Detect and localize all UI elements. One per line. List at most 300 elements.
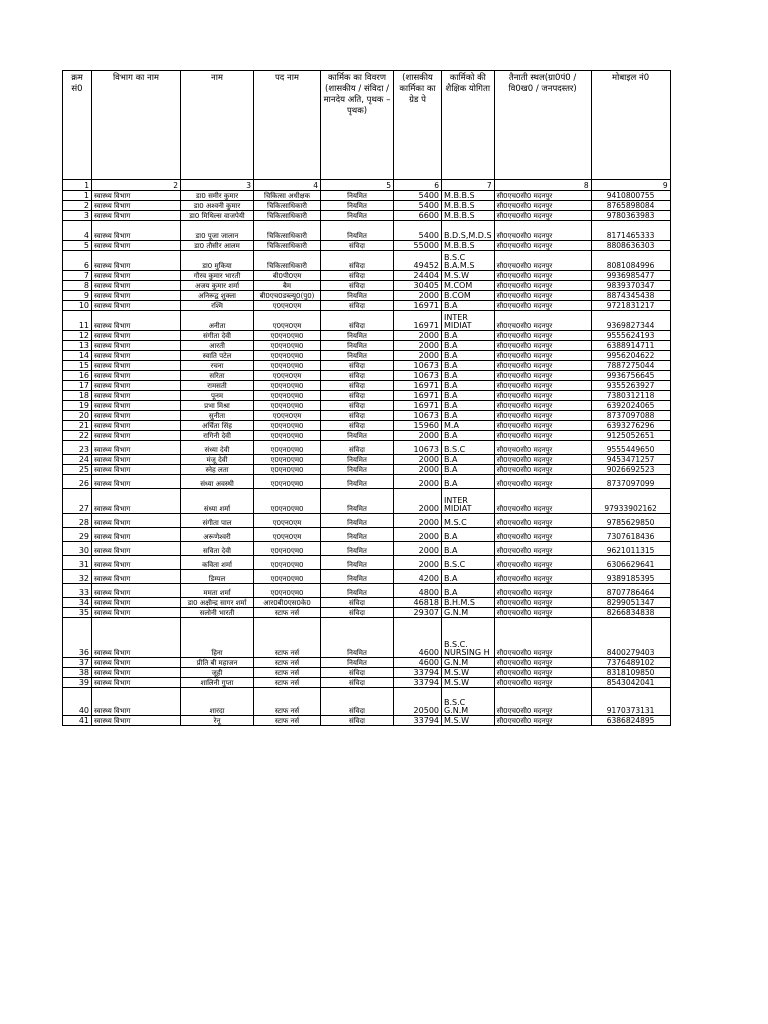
- column-number: 9: [591, 180, 670, 191]
- grade-pay-cell: 6600: [394, 211, 442, 221]
- employee-type-cell: संविदा: [321, 311, 394, 331]
- name-cell: जूही: [181, 668, 254, 678]
- posting-place-cell: सी0एच0सी0 मदनपुर: [494, 421, 591, 431]
- department-cell: स्वास्थ्य विभाग: [92, 618, 181, 658]
- posting-place-cell: सी0एच0सी0 मदनपुर: [494, 556, 591, 570]
- header-department: विभाग का नाम: [92, 71, 181, 180]
- serial-no-cell: 37: [63, 658, 92, 668]
- mobile-cell: 9780363983: [591, 211, 670, 221]
- post-cell: ए0एन0एम0: [254, 361, 321, 371]
- post-cell: ए0एन0एम: [254, 301, 321, 311]
- serial-no-cell: 27: [63, 489, 92, 514]
- name-cell: शारदा: [181, 688, 254, 716]
- name-cell: हिना: [181, 618, 254, 658]
- department-cell: स्वास्थ्य विभाग: [92, 311, 181, 331]
- mobile-cell: 8266834838: [591, 608, 670, 618]
- post-cell: ए0एन0एम0: [254, 441, 321, 455]
- mobile-cell: 97933902162: [591, 489, 670, 514]
- table-row: [63, 528, 671, 542]
- posting-place-cell: सी0एच0सी0 मदनपुर: [494, 570, 591, 584]
- qualification-cell: B.A: [442, 391, 495, 401]
- grade-pay-cell: 16971: [394, 381, 442, 391]
- column-number: 3: [181, 180, 254, 191]
- qualification-cell: M.B.B.S: [442, 201, 495, 211]
- employee-type-cell: नियमित: [321, 570, 394, 584]
- post-cell: चिकित्साधिकारी: [254, 211, 321, 221]
- column-number: 2: [92, 180, 181, 191]
- mobile-cell: 7376489102: [591, 658, 670, 668]
- post-cell: स्टाफ नर्स: [254, 716, 321, 726]
- qualification-cell: B.S.C. NURSING H: [442, 618, 495, 658]
- name-cell: संगीता पाल: [181, 514, 254, 528]
- staff-table: [62, 70, 671, 726]
- serial-no-cell: 25: [63, 465, 92, 475]
- mobile-cell: 9721831217: [591, 301, 670, 311]
- department-cell: स्वास्थ्य विभाग: [92, 441, 181, 455]
- post-cell: स्टाफ नर्स: [254, 678, 321, 688]
- grade-pay-cell: 2000: [394, 431, 442, 441]
- name-cell: रचना: [181, 361, 254, 371]
- posting-place-cell: सी0एच0सी0 मदनपुर: [494, 341, 591, 351]
- posting-place-cell: सी0एच0सी0 मदनपुर: [494, 291, 591, 301]
- department-cell: स्वास्थ्य विभाग: [92, 584, 181, 598]
- department-cell: स्वास्थ्य विभाग: [92, 191, 181, 201]
- name-cell: ममता शर्मा: [181, 584, 254, 598]
- posting-place-cell: सी0एच0सी0 मदनपुर: [494, 441, 591, 455]
- department-cell: स्वास्थ्य विभाग: [92, 489, 181, 514]
- column-number-row: [63, 180, 671, 191]
- department-cell: स्वास्थ्य विभाग: [92, 371, 181, 381]
- table-row: [63, 281, 671, 291]
- employee-type-cell: संविदा: [321, 251, 394, 271]
- employee-type-cell: संविदा: [321, 381, 394, 391]
- employee-type-cell: संविदा: [321, 598, 394, 608]
- serial-no-cell: 38: [63, 668, 92, 678]
- table-row: [63, 271, 671, 281]
- table-row: [63, 201, 671, 211]
- post-cell: बैम: [254, 281, 321, 291]
- posting-place-cell: सी0एच0सी0 मदनपुर: [494, 411, 591, 421]
- serial-no-cell: 19: [63, 401, 92, 411]
- name-cell: डा0 मुकिया: [181, 251, 254, 271]
- name-cell: अनिरूद्व शुक्ला: [181, 291, 254, 301]
- mobile-cell: 8707786464: [591, 584, 670, 598]
- qualification-cell: B.S.C: [442, 556, 495, 570]
- mobile-cell: 9389185395: [591, 570, 670, 584]
- name-cell: संध्या शर्मा: [181, 489, 254, 514]
- qualification-cell: B.D.S,M.D.S: [442, 221, 495, 241]
- department-cell: स्वास्थ्य विभाग: [92, 608, 181, 618]
- table-row: [63, 489, 671, 514]
- table-row: [63, 678, 671, 688]
- posting-place-cell: सी0एच0सी0 मदनपुर: [494, 221, 591, 241]
- table-body: [63, 180, 671, 726]
- post-cell: ए0एन0एम0: [254, 331, 321, 341]
- name-cell: डिम्पल: [181, 570, 254, 584]
- department-cell: स्वास्थ्य विभाग: [92, 221, 181, 241]
- mobile-cell: 8808636303: [591, 241, 670, 251]
- mobile-cell: 8400279403: [591, 618, 670, 658]
- qualification-cell: M.S.W: [442, 668, 495, 678]
- name-cell: अरूणेश्वरी: [181, 528, 254, 542]
- post-cell: ए0एन0एम0: [254, 465, 321, 475]
- table-row: [63, 668, 671, 678]
- posting-place-cell: सी0एच0सी0 मदनपुर: [494, 311, 591, 331]
- serial-no-cell: 34: [63, 598, 92, 608]
- qualification-cell: B.A: [442, 331, 495, 341]
- table-row: [63, 514, 671, 528]
- serial-no-cell: 4: [63, 221, 92, 241]
- department-cell: स्वास्थ्य विभाग: [92, 331, 181, 341]
- posting-place-cell: सी0एच0सी0 मदनपुर: [494, 678, 591, 688]
- name-cell: संगीता देवी: [181, 331, 254, 341]
- department-cell: स्वास्थ्य विभाग: [92, 514, 181, 528]
- header-employee-type: कार्मिक का विवरण (शासकीय / संविदा / मानदेय अति, पृथक – पृथक): [321, 71, 394, 180]
- employee-type-cell: नियमित: [321, 658, 394, 668]
- qualification-cell: B.A: [442, 431, 495, 441]
- posting-place-cell: सी0एच0सी0 मदनपुर: [494, 381, 591, 391]
- serial-no-cell: 28: [63, 514, 92, 528]
- qualification-cell: B.A: [442, 528, 495, 542]
- table-row: [63, 618, 671, 658]
- table-row: [63, 241, 671, 251]
- header-serial-no: क्रम सं0: [63, 71, 92, 180]
- grade-pay-cell: 10673: [394, 371, 442, 381]
- qualification-cell: B.H.M.S: [442, 598, 495, 608]
- employee-type-cell: नियमित: [321, 556, 394, 570]
- post-cell: स्टाफ नर्स: [254, 618, 321, 658]
- grade-pay-cell: 2000: [394, 291, 442, 301]
- name-cell: अनीता: [181, 311, 254, 331]
- posting-place-cell: सी0एच0सी0 मदनपुर: [494, 281, 591, 291]
- serial-no-cell: 29: [63, 528, 92, 542]
- qualification-cell: B.A: [442, 341, 495, 351]
- serial-no-cell: 36: [63, 618, 92, 658]
- posting-place-cell: सी0एच0सी0 मदनपुर: [494, 514, 591, 528]
- posting-place-cell: सी0एच0सी0 मदनपुर: [494, 618, 591, 658]
- table-row: [63, 411, 671, 421]
- qualification-cell: G.N.M: [442, 608, 495, 618]
- department-cell: स्वास्थ्य विभाग: [92, 658, 181, 668]
- qualification-cell: B.A: [442, 475, 495, 489]
- table-row: [63, 475, 671, 489]
- grade-pay-cell: 33794: [394, 668, 442, 678]
- mobile-cell: 8874345438: [591, 291, 670, 301]
- qualification-cell: INTER MIDIAT: [442, 311, 495, 331]
- name-cell: डा0 समीर कुमार: [181, 191, 254, 201]
- serial-no-cell: 3: [63, 211, 92, 221]
- table-row: [63, 301, 671, 311]
- posting-place-cell: सी0एच0सी0 मदनपुर: [494, 371, 591, 381]
- qualification-cell: B.S.C: [442, 441, 495, 455]
- mobile-cell: 9956204622: [591, 351, 670, 361]
- name-cell: डा0 मिथिल्स वाजपेयी: [181, 211, 254, 221]
- grade-pay-cell: 2000: [394, 556, 442, 570]
- employee-type-cell: नियमित: [321, 528, 394, 542]
- table-row: [63, 584, 671, 598]
- department-cell: स्वास्थ्य विभाग: [92, 431, 181, 441]
- table-row: [63, 556, 671, 570]
- employee-type-cell: नियमित: [321, 584, 394, 598]
- posting-place-cell: सी0एच0सी0 मदनपुर: [494, 241, 591, 251]
- name-cell: सलोनी भारती: [181, 608, 254, 618]
- department-cell: स्वास्थ्य विभाग: [92, 678, 181, 688]
- table-row: [63, 658, 671, 668]
- department-cell: स्वास्थ्य विभाग: [92, 341, 181, 351]
- mobile-cell: 9621011315: [591, 542, 670, 556]
- name-cell: स्नेह लता: [181, 465, 254, 475]
- serial-no-cell: 41: [63, 716, 92, 726]
- name-cell: सुनीता: [181, 411, 254, 421]
- mobile-cell: 7307618436: [591, 528, 670, 542]
- table-row: [63, 341, 671, 351]
- department-cell: स्वास्थ्य विभाग: [92, 475, 181, 489]
- mobile-cell: 9936756645: [591, 371, 670, 381]
- serial-no-cell: 18: [63, 391, 92, 401]
- qualification-cell: M.B.B.S: [442, 191, 495, 201]
- employee-type-cell: नियमित: [321, 331, 394, 341]
- qualification-cell: B.S.C B.A.M.S: [442, 251, 495, 271]
- serial-no-cell: 26: [63, 475, 92, 489]
- grade-pay-cell: 2000: [394, 455, 442, 465]
- post-cell: ए0एन0एम0: [254, 584, 321, 598]
- department-cell: स्वास्थ्य विभाग: [92, 281, 181, 291]
- serial-no-cell: 23: [63, 441, 92, 455]
- table-row: [63, 465, 671, 475]
- mobile-cell: 9839370347: [591, 281, 670, 291]
- table-row: [63, 351, 671, 361]
- posting-place-cell: सी0एच0सी0 मदनपुर: [494, 201, 591, 211]
- header-mobile: मोबाइल नं0: [591, 71, 670, 180]
- table-row: [63, 598, 671, 608]
- name-cell: संध्या अवस्थी: [181, 475, 254, 489]
- grade-pay-cell: 2000: [394, 341, 442, 351]
- posting-place-cell: सी0एच0सी0 मदनपुर: [494, 191, 591, 201]
- grade-pay-cell: 2000: [394, 331, 442, 341]
- mobile-cell: 9170373131: [591, 688, 670, 716]
- serial-no-cell: 12: [63, 331, 92, 341]
- serial-no-cell: 6: [63, 251, 92, 271]
- post-cell: ए0एन0एम: [254, 371, 321, 381]
- department-cell: स्वास्थ्य विभाग: [92, 455, 181, 465]
- table-row: [63, 391, 671, 401]
- header-post: पद नाम: [254, 71, 321, 180]
- employee-type-cell: संविदा: [321, 411, 394, 421]
- serial-no-cell: 9: [63, 291, 92, 301]
- department-cell: स्वास्थ्य विभाग: [92, 301, 181, 311]
- table-row: [63, 221, 671, 241]
- department-cell: स्वास्थ्य विभाग: [92, 241, 181, 251]
- table-header: [63, 71, 671, 180]
- name-cell: स्वाति पटेल: [181, 351, 254, 361]
- posting-place-cell: सी0एच0सी0 मदनपुर: [494, 475, 591, 489]
- post-cell: ए0एन0एम: [254, 528, 321, 542]
- name-cell: रेनू: [181, 716, 254, 726]
- grade-pay-cell: 16971: [394, 401, 442, 411]
- post-cell: ए0एन0एम0: [254, 475, 321, 489]
- table-row: [63, 381, 671, 391]
- mobile-cell: 8171465333: [591, 221, 670, 241]
- name-cell: कविता शर्मा: [181, 556, 254, 570]
- table-row: [63, 361, 671, 371]
- table-row: [63, 251, 671, 271]
- qualification-cell: M.B.B.S: [442, 241, 495, 251]
- table-row: [63, 211, 671, 221]
- name-cell: गौरव कुमार भारती: [181, 271, 254, 281]
- qualification-cell: M.A: [442, 421, 495, 431]
- mobile-cell: 6386824895: [591, 716, 670, 726]
- grade-pay-cell: 4600: [394, 618, 442, 658]
- column-number: 6: [394, 180, 442, 191]
- table-row: [63, 441, 671, 455]
- mobile-cell: 9125052651: [591, 431, 670, 441]
- mobile-cell: 9369827344: [591, 311, 670, 331]
- header-qualification: कार्मिको की शैक्षिक योगिता: [442, 71, 495, 180]
- name-cell: सविता देवी: [181, 542, 254, 556]
- serial-no-cell: 13: [63, 341, 92, 351]
- table-row: [63, 331, 671, 341]
- grade-pay-cell: 20500: [394, 688, 442, 716]
- qualification-cell: INTER MIDIAT: [442, 489, 495, 514]
- posting-place-cell: सी0एच0सी0 मदनपुर: [494, 361, 591, 371]
- mobile-cell: 9785629850: [591, 514, 670, 528]
- grade-pay-cell: 10673: [394, 411, 442, 421]
- column-number: 5: [321, 180, 394, 191]
- serial-no-cell: 33: [63, 584, 92, 598]
- name-cell: आरती: [181, 341, 254, 351]
- posting-place-cell: सी0एच0सी0 मदनपुर: [494, 542, 591, 556]
- name-cell: डा0 पूजा जालान: [181, 221, 254, 241]
- post-cell: ए0एन0एम0: [254, 401, 321, 411]
- post-cell: बी0एच0डब्ल्यू0(पु0): [254, 291, 321, 301]
- department-cell: स्वास्थ्य विभाग: [92, 570, 181, 584]
- grade-pay-cell: 33794: [394, 716, 442, 726]
- name-cell: अर्चिता सिंह: [181, 421, 254, 431]
- mobile-cell: 6306629641: [591, 556, 670, 570]
- mobile-cell: 8081084996: [591, 251, 670, 271]
- mobile-cell: 6393276296: [591, 421, 670, 431]
- name-cell: डा0 अश्वनी कुमार: [181, 201, 254, 211]
- post-cell: स्टाफ नर्स: [254, 608, 321, 618]
- serial-no-cell: 7: [63, 271, 92, 281]
- posting-place-cell: सी0एच0सी0 मदनपुर: [494, 598, 591, 608]
- grade-pay-cell: 10673: [394, 361, 442, 371]
- mobile-cell: 9355263927: [591, 381, 670, 391]
- department-cell: स्वास्थ्य विभाग: [92, 271, 181, 281]
- qualification-cell: G.N.M: [442, 658, 495, 668]
- employee-type-cell: नियमित: [321, 475, 394, 489]
- mobile-cell: 6388914711: [591, 341, 670, 351]
- grade-pay-cell: 29307: [394, 608, 442, 618]
- employee-type-cell: नियमित: [321, 291, 394, 301]
- employee-type-cell: संविदा: [321, 241, 394, 251]
- grade-pay-cell: 30405: [394, 281, 442, 291]
- employee-type-cell: नियमित: [321, 351, 394, 361]
- grade-pay-cell: 16971: [394, 301, 442, 311]
- name-cell: डा0 तौसीर आलम: [181, 241, 254, 251]
- name-cell: शालिनी गुप्ता: [181, 678, 254, 688]
- name-cell: संध्या देवी: [181, 441, 254, 455]
- post-cell: चिकित्साधिकारी: [254, 251, 321, 271]
- mobile-cell: 7380312118: [591, 391, 670, 401]
- grade-pay-cell: 55000: [394, 241, 442, 251]
- post-cell: चिकित्साधिकारी: [254, 221, 321, 241]
- employee-type-cell: संविदा: [321, 688, 394, 716]
- grade-pay-cell: 16971: [394, 391, 442, 401]
- posting-place-cell: सी0एच0सी0 मदनपुर: [494, 465, 591, 475]
- post-cell: ए0एन0एम0: [254, 341, 321, 351]
- qualification-cell: B.A: [442, 301, 495, 311]
- qualification-cell: B.A: [442, 570, 495, 584]
- serial-no-cell: 8: [63, 281, 92, 291]
- qualification-cell: M.S.W: [442, 271, 495, 281]
- posting-place-cell: सी0एच0सी0 मदनपुर: [494, 716, 591, 726]
- posting-place-cell: सी0एच0सी0 मदनपुर: [494, 668, 591, 678]
- employee-type-cell: संविदा: [321, 271, 394, 281]
- employee-type-cell: नियमित: [321, 489, 394, 514]
- serial-no-cell: 22: [63, 431, 92, 441]
- table-row: [63, 371, 671, 381]
- post-cell: ए0एन0एम0: [254, 489, 321, 514]
- department-cell: स्वास्थ्य विभाग: [92, 556, 181, 570]
- post-cell: ए0एन0एम0: [254, 570, 321, 584]
- qualification-cell: B.A: [442, 465, 495, 475]
- column-number: 4: [254, 180, 321, 191]
- post-cell: आर0बी0एस0के0: [254, 598, 321, 608]
- qualification-cell: B.A: [442, 411, 495, 421]
- serial-no-cell: 24: [63, 455, 92, 465]
- serial-no-cell: 5: [63, 241, 92, 251]
- employee-type-cell: संविदा: [321, 361, 394, 371]
- posting-place-cell: सी0एच0सी0 मदनपुर: [494, 489, 591, 514]
- table-row: [63, 608, 671, 618]
- employee-type-cell: संविदा: [321, 421, 394, 431]
- post-cell: ए0एन0एम: [254, 311, 321, 331]
- mobile-cell: 8737097099: [591, 475, 670, 489]
- column-number: 7: [442, 180, 495, 191]
- table-row: [63, 688, 671, 716]
- department-cell: स्वास्थ्य विभाग: [92, 542, 181, 556]
- employee-type-cell: संविदा: [321, 371, 394, 381]
- department-cell: स्वास्थ्य विभाग: [92, 201, 181, 211]
- qualification-cell: B.A: [442, 542, 495, 556]
- posting-place-cell: सी0एच0सी0 मदनपुर: [494, 351, 591, 361]
- posting-place-cell: सी0एच0सी0 मदनपुर: [494, 688, 591, 716]
- name-cell: सरिता: [181, 371, 254, 381]
- serial-no-cell: 11: [63, 311, 92, 331]
- post-cell: ए0एन0एम0: [254, 431, 321, 441]
- department-cell: स्वास्थ्य विभाग: [92, 291, 181, 301]
- mobile-cell: 8765898084: [591, 201, 670, 211]
- qualification-cell: M.S.W: [442, 678, 495, 688]
- serial-no-cell: 15: [63, 361, 92, 371]
- table-row: [63, 401, 671, 411]
- department-cell: स्वास्थ्य विभाग: [92, 381, 181, 391]
- employee-type-cell: नियमित: [321, 341, 394, 351]
- table-row: [63, 421, 671, 431]
- grade-pay-cell: 2000: [394, 514, 442, 528]
- qualification-cell: M.S.W: [442, 716, 495, 726]
- department-cell: स्वास्थ्य विभाग: [92, 421, 181, 431]
- mobile-cell: 8299051347: [591, 598, 670, 608]
- mobile-cell: 9453471257: [591, 455, 670, 465]
- qualification-cell: B.S.C G.N.M: [442, 688, 495, 716]
- header-posting-place: तैनाती स्थल(ग्रा0पं0 / वि0ख0 / जनपदस्तर): [494, 71, 591, 180]
- post-cell: ए0एन0एम0: [254, 381, 321, 391]
- post-cell: बी0पी0एम: [254, 271, 321, 281]
- employee-type-cell: नियमित: [321, 211, 394, 221]
- employee-type-cell: नियमित: [321, 455, 394, 465]
